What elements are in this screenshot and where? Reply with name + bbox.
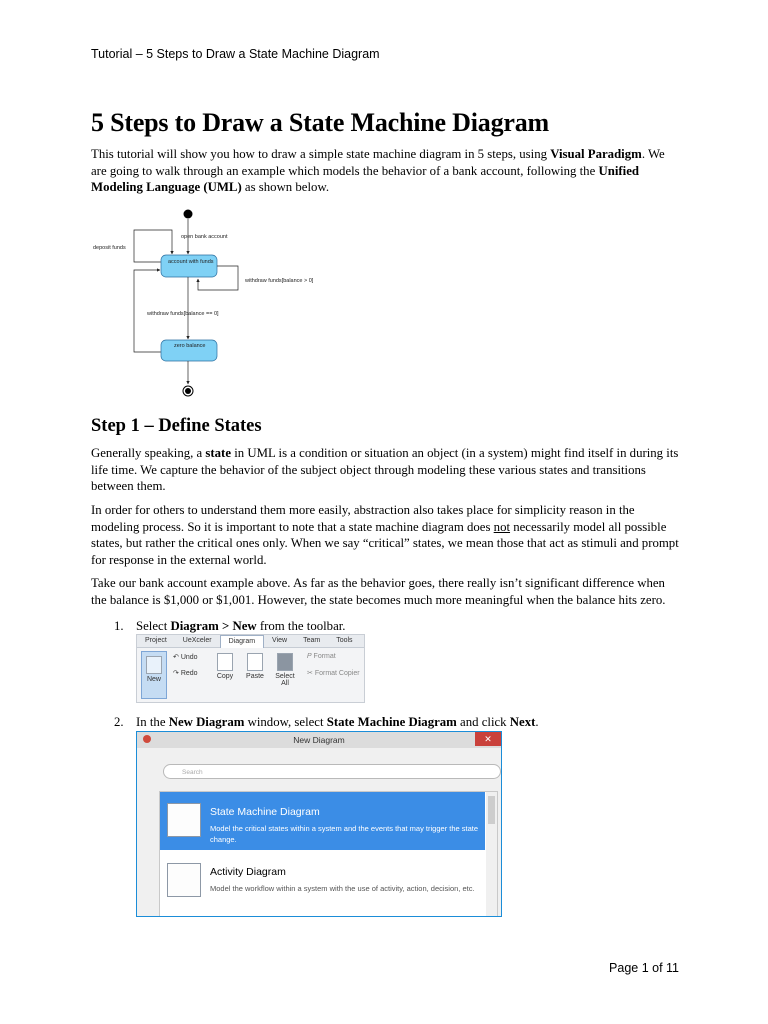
step1-paragraph-3: Take our bank account example above. As far as the behavior goes, there really isn’t significant difference when the balance is $1,000 or $1,001. However, the state becomes much more meaningful when the balance hits zero. [91, 576, 666, 607]
paste-icon [247, 653, 263, 671]
window-title: New Diagram [293, 735, 345, 745]
document-title: 5 Steps to Draw a State Machine Diagram [91, 108, 549, 137]
tab-tools[interactable]: Tools [336, 637, 353, 644]
copy-button[interactable]: Copy [213, 653, 237, 680]
diagram-type-list [159, 791, 498, 917]
redo-icon: ↷ [173, 670, 179, 677]
tab-diagram[interactable]: Diagram [220, 635, 264, 648]
activity-diagram-icon [167, 863, 201, 897]
transition-withdraw-eq-label: withdraw funds[balance == 0] [147, 311, 219, 317]
new-diagram-button[interactable]: New [141, 651, 167, 699]
undo-button[interactable]: ↶ Undo [173, 654, 198, 661]
paste-button[interactable]: Paste [241, 653, 269, 680]
format-button[interactable]: 𝑃 Format [307, 653, 336, 660]
step1-paragraph-1: Generally speaking, a state in UML is a condition or situation an object (in a system) might find itself in during its life time. We capture the behavior of the subject object through modeling these various states and transitions between them. [91, 446, 679, 493]
state-machine-diagram [88, 204, 328, 400]
close-button[interactable] [475, 732, 501, 746]
state-funds-label: account with funds [168, 259, 214, 265]
new-diagram-icon [146, 656, 162, 674]
list-item-1: 1. Select Diagram > New from the toolbar. [114, 619, 346, 633]
step1-heading: Step 1 – Define States [91, 416, 262, 436]
tab-uexceler[interactable]: UeXceler [182, 637, 212, 644]
new-diagram-window [136, 731, 502, 917]
transition-open-label: open bank account [181, 234, 228, 240]
copy-icon [217, 653, 233, 671]
page-footer: Page 1 of 11 [609, 961, 679, 975]
undo-icon: ↶ [173, 654, 179, 661]
search-input[interactable]: Search [163, 764, 501, 779]
transition-withdraw-gt-label: withdraw funds[balance > 0] [245, 278, 314, 284]
select-all-button[interactable]: Select All [271, 653, 299, 687]
intro-paragraph: This tutorial will show you how to draw a simple state machine diagram in 5 steps, using Visual Paradigm. We are going to walk through an example which models the behavior of a bank account, following the Unified Modeling Language (UML) as shown below. [91, 147, 665, 194]
close-icon: ✕ [484, 734, 492, 744]
window-titlebar [137, 732, 501, 748]
tab-view[interactable]: View [272, 637, 288, 644]
page-header: Tutorial – 5 Steps to Draw a State Machine Diagram [91, 47, 380, 61]
scrollbar[interactable] [486, 792, 497, 917]
format-copier-button[interactable]: ✂ Format Copier [307, 670, 360, 677]
state-machine-diagram-icon [167, 803, 201, 837]
step1-paragraph-2: In order for others to understand them more easily, abstraction also takes place for simplicity reason in the modeling process. So it is important to note that a state machine diagram does not necessarily model all possible states, but rather the critical ones only. When we say “critical” states, we mean those that act as stimuli and prompt for response in the external world. [91, 503, 679, 567]
redo-button[interactable]: ↷ Redo [173, 670, 198, 677]
app-icon [143, 735, 151, 743]
initial-state [184, 210, 193, 219]
state-zero-label: zero balance [174, 343, 206, 349]
tab-project[interactable]: Project [145, 637, 167, 644]
toolbar-screenshot [136, 634, 365, 703]
tab-team[interactable]: Team [303, 637, 321, 644]
transition-deposit-label: deposit funds [93, 245, 126, 251]
list-item-state-machine-diagram[interactable]: State Machine Diagram Model the critical states within a system and the events that may trigger the state change. [160, 792, 485, 850]
select-all-icon [277, 653, 293, 671]
list-item-2: 2. In the New Diagram window, select State Machine Diagram and click Next. [114, 715, 539, 729]
list-item-activity-diagram[interactable]: Activity Diagram Model the workflow within a system with the use of activity, action, decision, etc. [160, 852, 485, 910]
